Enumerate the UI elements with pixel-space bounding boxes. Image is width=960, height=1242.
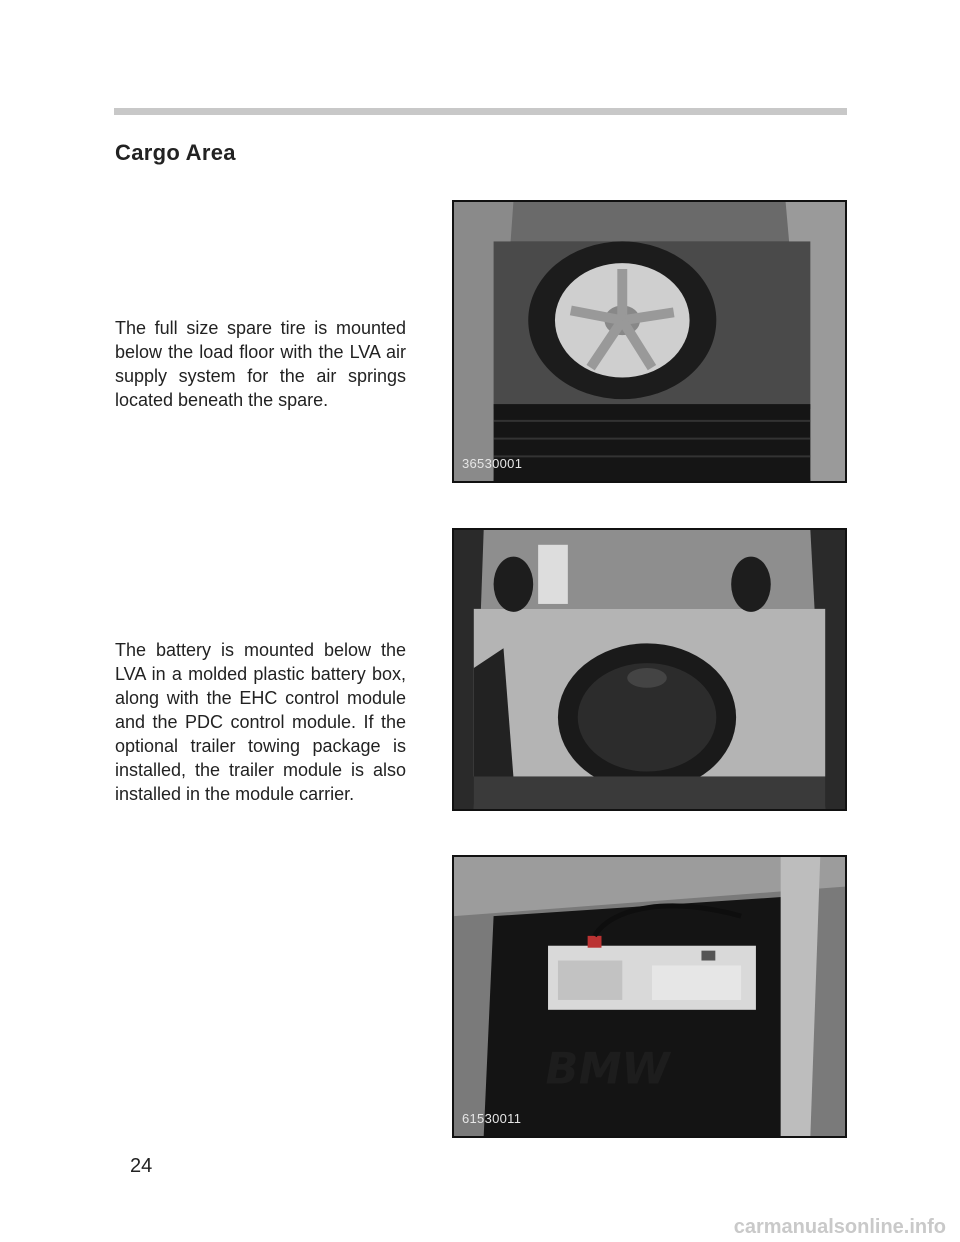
- photo-spare-tire: [452, 200, 847, 483]
- paragraph-battery: The battery is mounted below the LVA in a molded plastic battery box, along with the EHC control module and the PDC control module. If the optional trailer towing package is installed, the trailer module is also installed in the module carrier.: [115, 640, 406, 804]
- photo-lva-air-supply: [452, 528, 847, 811]
- battery-illustration: [454, 857, 845, 1136]
- watermark-footer: carmanualsonline.info: [733, 1216, 946, 1238]
- page-number: 24: [130, 1155, 153, 1177]
- photo-code-label: 61530011: [462, 1111, 522, 1126]
- section-title: Cargo Area: [115, 140, 236, 165]
- photo-battery-box: [452, 855, 847, 1138]
- paragraph-spare-tire: The full size spare tire is mounted below the load floor with the LVA air supply system for the air springs located beneath the spare.: [115, 318, 406, 410]
- photo-code-label: 36530001: [462, 456, 523, 471]
- section-divider-rule: [114, 108, 847, 115]
- lva-illustration: [454, 530, 845, 809]
- bmw-embossed-logo: BMW: [540, 1044, 675, 1095]
- spare-tire-illustration: [454, 202, 845, 481]
